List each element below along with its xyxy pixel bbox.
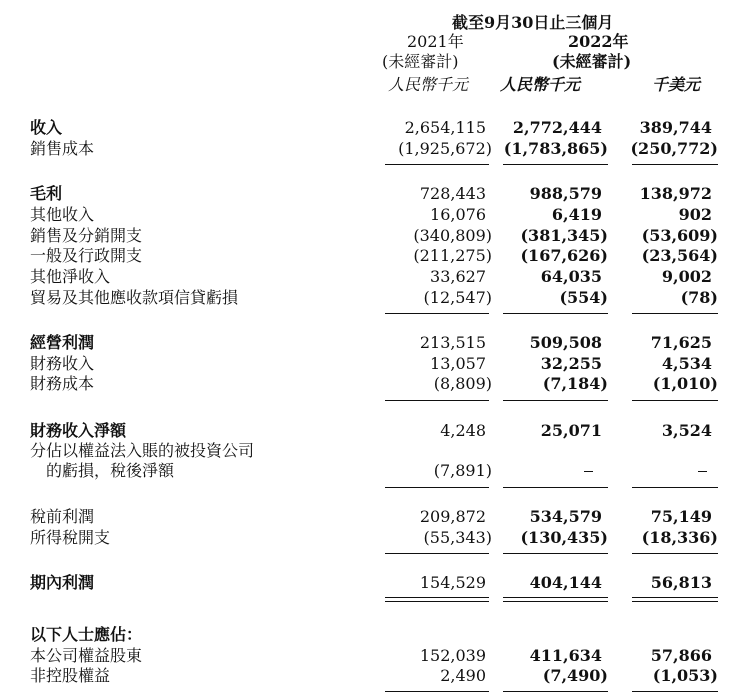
row-value-2021: 2,654,115 bbox=[404, 118, 486, 137]
subtotal-rule bbox=[385, 553, 489, 554]
row-value-2021: 4,248 bbox=[440, 421, 486, 440]
row-value-2021: 2,490 bbox=[440, 666, 486, 685]
double-rule bbox=[503, 597, 608, 598]
row-value-2022-rmb: (130,435) bbox=[520, 528, 608, 547]
row-value-2022-rmb: 2,772,444 bbox=[512, 118, 602, 137]
col1-audit-note: (未經審計) bbox=[382, 52, 459, 71]
row-value-2022-rmb: 988,579 bbox=[529, 184, 602, 203]
subtotal-rule bbox=[385, 487, 489, 488]
double-rule bbox=[503, 601, 608, 602]
subtotal-rule bbox=[503, 691, 608, 692]
row-label-cost-of-sales: 銷售成本 bbox=[30, 139, 95, 158]
row-label-other-income: 其他收入 bbox=[30, 205, 95, 224]
row-value-2022-rmb: (381,345) bbox=[520, 226, 608, 245]
row-label-revenue: 收入 bbox=[30, 118, 63, 137]
double-rule bbox=[385, 597, 489, 598]
row-value-2022-rmb: 32,255 bbox=[540, 354, 602, 373]
row-value-2021: 33,627 bbox=[430, 267, 486, 286]
row-value-2022-usd: (53,609) bbox=[641, 226, 718, 245]
row-value-2021: (12,547) bbox=[423, 288, 492, 307]
col1-unit: 人民幣千元 bbox=[388, 75, 469, 94]
row-value-2021: 152,039 bbox=[419, 646, 486, 665]
row-value-2022-usd: (1,010) bbox=[652, 374, 718, 393]
subtotal-rule bbox=[503, 164, 608, 165]
row-value-2021: 154,529 bbox=[419, 573, 486, 592]
row-value-2022-usd: 71,625 bbox=[650, 333, 712, 352]
double-rule bbox=[632, 597, 718, 598]
row-value-2022-usd: 902 bbox=[678, 205, 712, 224]
subtotal-rule bbox=[385, 691, 489, 692]
row-value-2022-usd: (78) bbox=[680, 288, 718, 307]
row-value-2022-usd: (23,564) bbox=[641, 246, 718, 265]
subtotal-rule bbox=[632, 164, 718, 165]
row-value-2022-usd: 56,813 bbox=[650, 573, 712, 592]
row-value-2021: 213,515 bbox=[419, 333, 486, 352]
col1-year: 2021年 bbox=[407, 32, 464, 51]
row-value-2022-rmb: 404,144 bbox=[529, 573, 602, 592]
row-value-2022-usd: 3,524 bbox=[661, 421, 712, 440]
row-value-2022-rmb: 6,419 bbox=[551, 205, 602, 224]
row-value-2021: 209,872 bbox=[419, 507, 486, 526]
row-value-2021: 13,057 bbox=[430, 354, 486, 373]
row-value-2021: (8,809) bbox=[433, 374, 492, 393]
col3-unit: 千美元 bbox=[652, 75, 701, 94]
row-value-2022-usd: 138,972 bbox=[639, 184, 712, 203]
subtotal-rule bbox=[632, 553, 718, 554]
row-value-2021: (1,925,672) bbox=[398, 139, 492, 158]
row-label-finance-income: 財務收入 bbox=[30, 354, 95, 373]
subtotal-rule bbox=[632, 313, 718, 314]
row-value-2021: 728,443 bbox=[419, 184, 486, 203]
row-value-2021: 16,076 bbox=[430, 205, 486, 224]
row-value-2022-usd: (1,053) bbox=[652, 666, 718, 685]
row-value-2022-rmb: 25,071 bbox=[540, 421, 602, 440]
row-value-2022-rmb: (7,184) bbox=[542, 374, 608, 393]
row-value-2022-usd: 4,534 bbox=[661, 354, 712, 373]
row-label-other-net-income: 其他淨收入 bbox=[30, 267, 111, 286]
row-value-2022-rmb: (554) bbox=[559, 288, 608, 307]
col2-unit: 人民幣千元 bbox=[500, 75, 581, 94]
row-label-share-of-losses-cont: 的虧損，稅後淨額 bbox=[30, 461, 175, 480]
nil-dash bbox=[584, 471, 593, 472]
row-value-2022-rmb: 64,035 bbox=[540, 267, 602, 286]
row-label-income-tax: 所得稅開支 bbox=[30, 528, 111, 547]
subtotal-rule bbox=[503, 487, 608, 488]
row-value-2021: (55,343) bbox=[423, 528, 492, 547]
subtotal-rule bbox=[385, 313, 489, 314]
period-heading: 截至9月30日止三個月 bbox=[452, 13, 614, 32]
row-label-admin-expenses: 一般及行政開支 bbox=[30, 246, 143, 265]
subtotal-rule bbox=[503, 400, 608, 401]
row-label-net-finance-income: 財務收入淨額 bbox=[30, 421, 127, 440]
row-value-2022-usd: 389,744 bbox=[639, 118, 712, 137]
row-value-2022-usd: 75,149 bbox=[650, 507, 712, 526]
row-label-operating-profit: 經營利潤 bbox=[30, 333, 95, 352]
row-value-2022-rmb: 509,508 bbox=[529, 333, 602, 352]
row-label-credit-losses: 貿易及其他應收款項信貸虧損 bbox=[30, 288, 239, 307]
row-value-2022-usd: (250,772) bbox=[630, 139, 718, 158]
row-value-2022-usd: (18,336) bbox=[641, 528, 718, 547]
row-value-2021: (340,809) bbox=[413, 226, 492, 245]
row-value-2022-rmb: (7,490) bbox=[542, 666, 608, 685]
row-label-finance-costs: 財務成本 bbox=[30, 374, 95, 393]
row-label-attributable-to: 以下人士應佔： bbox=[30, 625, 143, 644]
row-label-equity-shareholders: 本公司權益股東 bbox=[30, 646, 143, 665]
row-label-selling-expenses: 銷售及分銷開支 bbox=[30, 226, 143, 245]
row-value-2021: (7,891) bbox=[433, 461, 492, 480]
col2-audit-note: (未經審計) bbox=[552, 52, 632, 71]
row-value-2021: (211,275) bbox=[413, 246, 492, 265]
row-value-2022-rmb: (1,783,865) bbox=[503, 139, 608, 158]
subtotal-rule bbox=[385, 164, 489, 165]
row-label-non-controlling-interests: 非控股權益 bbox=[30, 666, 111, 685]
row-value-2022-usd: 9,002 bbox=[661, 267, 712, 286]
subtotal-rule bbox=[632, 487, 718, 488]
nil-dash bbox=[698, 471, 707, 472]
subtotal-rule bbox=[503, 313, 608, 314]
subtotal-rule bbox=[632, 400, 718, 401]
row-label-profit-before-tax: 稅前利潤 bbox=[30, 507, 95, 526]
row-label-profit-for-period: 期內利潤 bbox=[30, 573, 95, 592]
row-value-2022-rmb: (167,626) bbox=[520, 246, 608, 265]
subtotal-rule bbox=[632, 691, 718, 692]
double-rule bbox=[385, 601, 489, 602]
row-value-2022-usd: 57,866 bbox=[650, 646, 712, 665]
col2-year: 2022年 bbox=[568, 32, 629, 51]
subtotal-rule bbox=[385, 400, 489, 401]
subtotal-rule bbox=[503, 553, 608, 554]
row-label-share-of-losses: 分佔以權益法入賬的被投資公司 bbox=[30, 441, 255, 460]
double-rule bbox=[632, 601, 718, 602]
row-value-2022-rmb: 411,634 bbox=[529, 646, 602, 665]
row-value-2022-rmb: 534,579 bbox=[529, 507, 602, 526]
row-label-gross-profit: 毛利 bbox=[30, 184, 63, 203]
